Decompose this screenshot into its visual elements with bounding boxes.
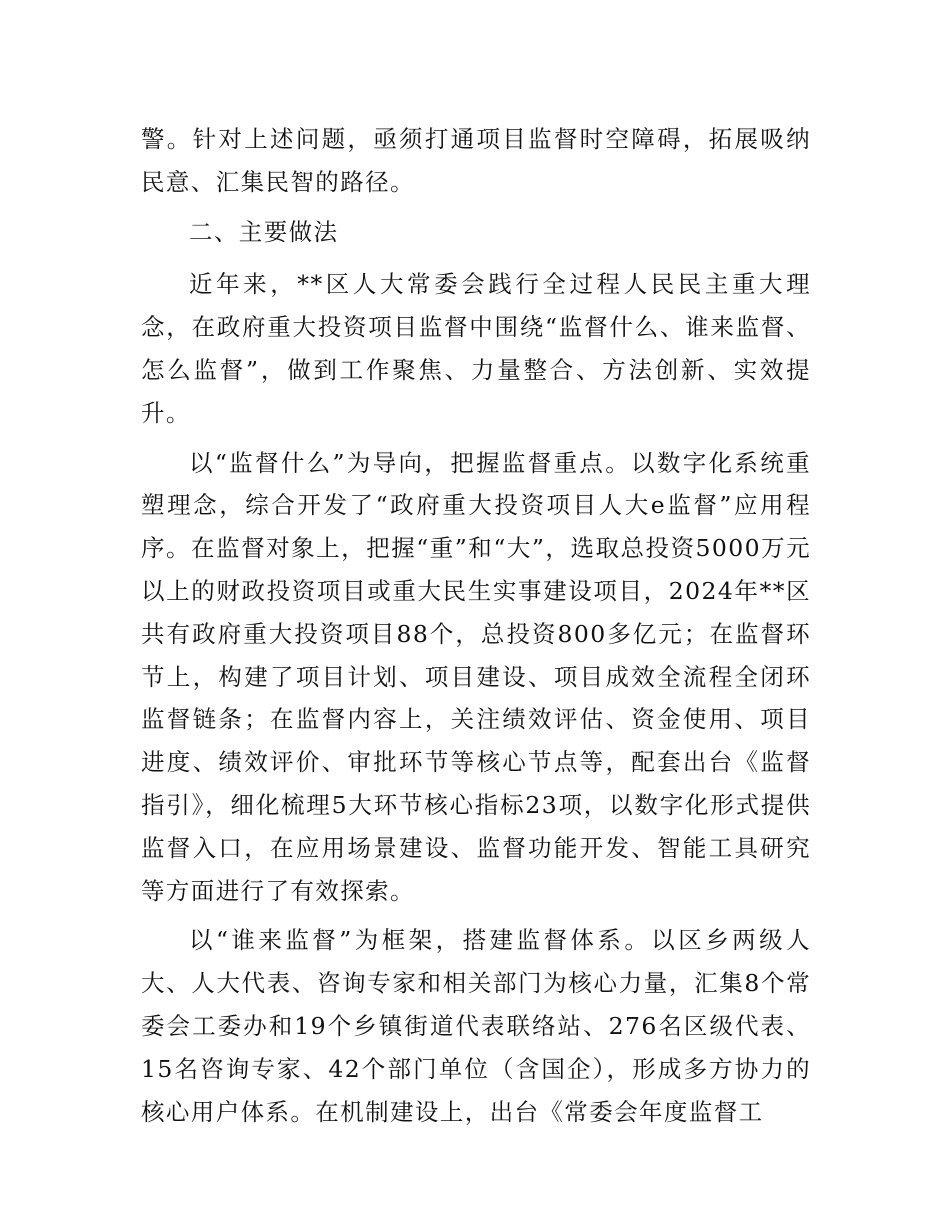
paragraph-what-to-supervise: 以“监督什么”为导向，把握监督重点。以数字化系统重塑理念，综合开发了“政府重大投资项目人大e监督”应用程序。在监督对象上，把握“重”和“大”，选取总投资5000万元以上的财政投资项目或重大民生实事建设项目，2024年**区共有政府重大投资项目88个，总投资800多亿元；在监督环节上，构建了项目计划、项目建设、项目成效全流程全闭环监督链条；在监督内容上，关注绩效评估、资金使用、项目进度、绩效评价、审批环节等核心节点等，配套出台《监督指引》，细化梳理5大环节核心指标23项，以数字化形式提供监督入口，在应用场景建设、监督功能开发、智能工具研究等方面进行了有效探索。 <box>141 448 811 905</box>
document-body <box>141 118 811 1140</box>
section-heading: 二、主要做法 <box>189 217 339 246</box>
paragraph-intro: 近年来，**区人大常委会践行全过程人民民主重大理念，在政府重大投资项目监督中围绕“监督什么、谁来监督、怎么监督”，做到工作聚焦、力量整合、方法创新、实效提升。 <box>141 270 811 427</box>
paragraph-continuation: 警。针对上述问题，亟须打通项目监督时空障碍，拓展吸纳民意、汇集民智的路径。 <box>141 125 811 196</box>
paragraph-who-supervises: 以“谁来监督”为框架，搭建监督体系。以区乡两级人大、人大代表、咨询专家和相关部门为核心力量，汇集8个常委会工委办和19个乡镇街道代表联络站、276名区级代表、15名咨询专家、42个部门单位（含国企），形成多方协力的核心用户体系。在机制建设上，出台《常委会年度监督工 <box>141 926 811 1126</box>
